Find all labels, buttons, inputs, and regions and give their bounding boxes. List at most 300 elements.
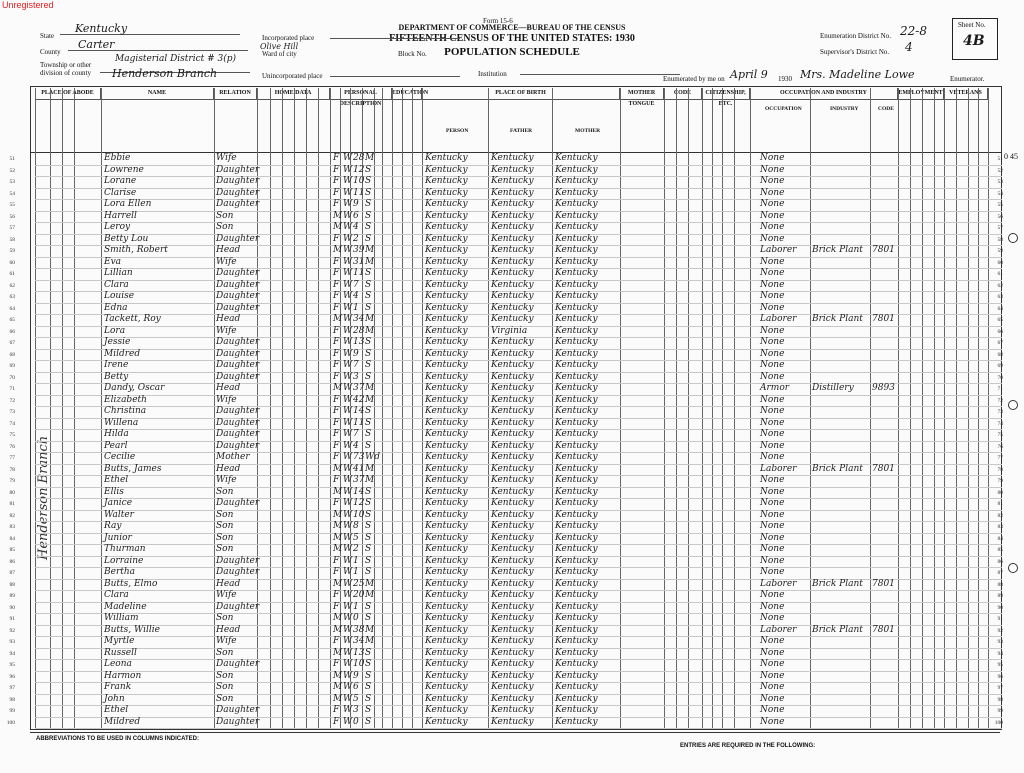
sex-cell: F xyxy=(333,337,340,347)
person-name-cell: Butts, James xyxy=(104,463,162,474)
age-cell: 13 xyxy=(353,647,365,658)
line-number: 53 xyxy=(9,179,15,185)
enumerator-label: Enumerator. xyxy=(950,75,985,83)
race-cell: W xyxy=(343,371,353,382)
line-number: 60 xyxy=(9,259,15,266)
department-title: DEPARTMENT OF COMMERCE—BUREAU OF THE CENSUS xyxy=(398,23,626,32)
line-number-right: 83 xyxy=(997,524,1003,530)
birthplace-cell: Kentucky xyxy=(425,176,468,186)
race-cell: W xyxy=(343,233,353,244)
marital-status-cell: S xyxy=(365,348,372,359)
sex-cell: F xyxy=(333,279,340,290)
mother-birthplace-cell: Kentucky xyxy=(555,705,598,715)
line-number-right: 71 xyxy=(997,386,1003,392)
age-cell: 5 xyxy=(353,532,359,543)
occupation-cell: None xyxy=(760,337,785,347)
sex-cell: F xyxy=(333,394,340,405)
birthplace-cell: Kentucky xyxy=(425,555,468,566)
line-number-right: 85 xyxy=(997,547,1003,553)
relation-cell: Son xyxy=(216,532,234,543)
enumerator-name: Mrs. Madeline Lowe xyxy=(800,68,915,81)
margin-number: 0 45 xyxy=(1004,152,1018,161)
father-birthplace-cell: Kentucky xyxy=(491,268,534,278)
line-number-right: 90 xyxy=(997,604,1003,611)
sex-cell: M xyxy=(333,578,343,589)
father-birthplace-cell: Kentucky xyxy=(491,233,534,244)
person-name-cell: Betty xyxy=(104,371,129,382)
person-name-cell: Harmon xyxy=(104,670,142,681)
race-cell: W xyxy=(343,245,353,255)
race-cell: W xyxy=(343,705,353,715)
marital-status-cell: Wd xyxy=(365,452,381,462)
birthplace-cell: Kentucky xyxy=(425,314,468,324)
sex-cell: F xyxy=(333,440,340,451)
line-number-right: 98 xyxy=(997,696,1003,703)
father-birthplace-cell: Kentucky xyxy=(491,578,534,589)
marital-status-cell: M xyxy=(365,636,375,646)
relation-cell: Wife xyxy=(216,636,237,646)
marital-status-cell: M xyxy=(365,624,375,635)
birthplace-cell: Kentucky xyxy=(425,636,468,646)
sex-cell: M xyxy=(333,486,343,497)
line-number: 91 xyxy=(9,616,15,622)
occupation-cell: None xyxy=(760,521,785,531)
occupation-cell: Armor xyxy=(760,383,790,393)
marital-status-cell: S xyxy=(365,544,372,554)
occupation-cell: None xyxy=(760,636,785,646)
marital-status-cell: M xyxy=(365,325,375,336)
age-cell: 1 xyxy=(353,601,359,612)
father-birthplace-cell: Kentucky xyxy=(491,659,534,669)
relation-cell: Daughter xyxy=(216,164,260,175)
marital-status-cell: S xyxy=(365,509,372,520)
mother-birthplace-cell: Kentucky xyxy=(555,521,598,531)
father-birthplace-cell: Kentucky xyxy=(491,360,534,370)
mother-birthplace-cell: Kentucky xyxy=(555,682,598,692)
group-code: CODE xyxy=(664,88,702,100)
relation-cell: Daughter xyxy=(216,302,260,313)
sex-cell: F xyxy=(333,590,340,600)
supervisor-label: Supervisor's District No. xyxy=(820,48,890,56)
mother-birthplace-cell: Kentucky xyxy=(555,567,598,577)
race-cell: W xyxy=(343,429,353,439)
marital-status-cell: S xyxy=(365,429,372,439)
line-number-right: 92 xyxy=(997,627,1003,634)
age-cell: 2 xyxy=(353,233,359,244)
relation-cell: Daughter xyxy=(216,498,260,508)
line-number: 94 xyxy=(9,650,15,657)
age-cell: 7 xyxy=(353,279,359,290)
sex-cell: M xyxy=(333,532,343,543)
race-cell: W xyxy=(343,682,353,692)
race-cell: W xyxy=(343,222,353,232)
race-cell: W xyxy=(343,337,353,347)
occupation-cell: Laborer xyxy=(760,624,797,635)
relation-cell: Head xyxy=(216,245,241,255)
occupation-code-cell: 9893 xyxy=(872,383,895,393)
father-birthplace-cell: Kentucky xyxy=(491,567,534,577)
relation-cell: Daughter xyxy=(216,555,260,566)
marital-status-cell: M xyxy=(365,314,375,324)
race-cell: W xyxy=(343,452,353,462)
line-number-right: 62 xyxy=(997,282,1003,289)
occupation-cell: None xyxy=(760,429,785,439)
line-number-right: 97 xyxy=(997,685,1003,691)
group-occupation-industry: OCCUPATION AND INDUSTRY xyxy=(750,88,898,100)
mother-birthplace-cell: Kentucky xyxy=(555,337,598,347)
line-number-right: 55 xyxy=(997,202,1003,208)
sex-cell: M xyxy=(333,647,343,658)
occupation-cell: None xyxy=(760,509,785,520)
age-cell: 1 xyxy=(353,567,359,577)
mother-birthplace-cell: Kentucky xyxy=(555,417,598,428)
occupation-code-cell: 7801 xyxy=(872,245,895,255)
line-number: 61 xyxy=(9,271,15,277)
age-cell: 28 xyxy=(353,153,365,163)
age-cell: 14 xyxy=(353,406,365,416)
age-cell: 3 xyxy=(353,371,359,382)
occupation-cell: None xyxy=(760,532,785,543)
race-cell: W xyxy=(343,693,353,704)
line-number: 59 xyxy=(9,248,15,254)
enum-district-label: Enumeration District No. xyxy=(820,32,891,40)
line-number: 75 xyxy=(9,432,15,438)
industry-cell: Brick Plant xyxy=(812,245,863,255)
line-number-right: 60 xyxy=(997,259,1003,266)
age-cell: 4 xyxy=(353,440,359,451)
sex-cell: F xyxy=(333,555,340,566)
sex-cell: M xyxy=(333,383,343,393)
father-birthplace-cell: Kentucky xyxy=(491,222,534,232)
mother-birthplace-cell: Kentucky xyxy=(555,153,598,163)
enumerated-year: 1930 xyxy=(778,75,792,83)
line-number-right: 75 xyxy=(997,432,1003,438)
father-birthplace-cell: Kentucky xyxy=(491,429,534,439)
marital-status-cell: S xyxy=(365,360,372,370)
father-birthplace-cell: Kentucky xyxy=(491,452,534,462)
line-number-right: 89 xyxy=(997,593,1003,599)
enumerated-label: Enumerated by me on xyxy=(663,75,725,83)
industry-cell: Brick Plant xyxy=(812,624,863,635)
line-number-right: 94 xyxy=(997,650,1003,657)
occupation-cell: None xyxy=(760,452,785,462)
occupation-cell: None xyxy=(760,187,785,198)
age-cell: 6 xyxy=(353,682,359,692)
birthplace-cell: Kentucky xyxy=(425,383,468,393)
age-cell: 39 xyxy=(353,245,365,255)
birthplace-cell: Kentucky xyxy=(425,716,468,727)
group-personal-description: PERSONAL DESCRIPTION xyxy=(330,88,392,100)
relation-cell: Wife xyxy=(216,475,237,485)
birthplace-cell: Kentucky xyxy=(425,693,468,704)
unincorporated-label: Unincorporated place xyxy=(262,72,323,80)
line-number-right: 99 xyxy=(997,708,1003,714)
birthplace-cell: Kentucky xyxy=(425,670,468,681)
birthplace-cell: Kentucky xyxy=(425,222,468,232)
line-number-right: 67 xyxy=(997,340,1003,346)
occupation-cell: None xyxy=(760,153,785,163)
binder-hole-middle xyxy=(1008,400,1018,410)
birthplace-cell: Kentucky xyxy=(425,475,468,485)
person-name-cell: Willena xyxy=(104,417,139,428)
sex-cell: M xyxy=(333,314,343,324)
birthplace-cell: Kentucky xyxy=(425,613,468,623)
race-cell: W xyxy=(343,394,353,405)
occupation-cell: None xyxy=(760,291,785,301)
race-cell: W xyxy=(343,383,353,393)
mother-birthplace-cell: Kentucky xyxy=(555,291,598,301)
occupation-cell: None xyxy=(760,199,785,209)
mother-birthplace-cell: Kentucky xyxy=(555,636,598,646)
occupation-cell: Laborer xyxy=(760,578,797,589)
sex-cell: M xyxy=(333,210,343,221)
mother-birthplace-cell: Kentucky xyxy=(555,394,598,405)
line-number-right: 82 xyxy=(997,512,1003,519)
birthplace-cell: Kentucky xyxy=(425,153,468,163)
township-label: Township or other division of county xyxy=(40,61,92,77)
marital-status-cell: S xyxy=(365,210,372,221)
age-cell: 5 xyxy=(353,693,359,704)
line-number-right: 68 xyxy=(997,351,1003,358)
sex-cell: F xyxy=(333,233,340,244)
sheet-value: 4B xyxy=(963,33,985,49)
relation-cell: Daughter xyxy=(216,337,260,347)
line-number: 90 xyxy=(9,604,15,611)
birthplace-cell: Kentucky xyxy=(425,348,468,359)
father-birthplace-cell: Kentucky xyxy=(491,371,534,382)
mother-birthplace-cell: Kentucky xyxy=(555,509,598,520)
relation-cell: Wife xyxy=(216,153,237,163)
occ-subhead-occupation: OCCUPATION xyxy=(765,106,802,112)
sex-cell: F xyxy=(333,325,340,336)
sex-cell: F xyxy=(333,176,340,186)
person-name-cell: Louise xyxy=(104,291,135,301)
sex-cell: F xyxy=(333,636,340,646)
mother-birthplace-cell: Kentucky xyxy=(555,302,598,313)
marital-status-cell: S xyxy=(365,532,372,543)
line-number: 82 xyxy=(9,512,15,519)
line-number: 68 xyxy=(9,351,15,358)
mother-birthplace-cell: Kentucky xyxy=(555,590,598,600)
age-cell: 20 xyxy=(353,590,365,600)
race-cell: W xyxy=(343,164,353,175)
marital-status-cell: S xyxy=(365,417,372,428)
occupation-cell: None xyxy=(760,210,785,221)
line-number-right: 63 xyxy=(997,294,1003,300)
age-cell: 34 xyxy=(353,636,365,646)
age-cell: 0 xyxy=(353,613,359,623)
line-number-right: 72 xyxy=(997,397,1003,404)
birthplace-cell: Kentucky xyxy=(425,302,468,313)
occupation-cell: None xyxy=(760,486,785,497)
birthplace-cell: Kentucky xyxy=(425,486,468,497)
age-cell: 34 xyxy=(353,314,365,324)
race-cell: W xyxy=(343,555,353,566)
mother-birthplace-cell: Kentucky xyxy=(555,440,598,451)
relation-cell: Head xyxy=(216,578,241,589)
line-number-right: 76 xyxy=(997,443,1003,450)
relation-cell: Daughter xyxy=(216,176,260,186)
enumerated-date: April 9 xyxy=(730,68,768,81)
sex-cell: M xyxy=(333,222,343,232)
age-cell: 9 xyxy=(353,199,359,209)
industry-cell: Distillery xyxy=(812,383,854,393)
father-birthplace-cell: Kentucky xyxy=(491,463,534,474)
occupation-code-cell: 7801 xyxy=(872,624,895,635)
marital-status-cell: M xyxy=(365,256,375,267)
mother-birthplace-cell: Kentucky xyxy=(555,716,598,727)
marital-status-cell: S xyxy=(365,440,372,451)
race-cell: W xyxy=(343,670,353,681)
age-cell: 38 xyxy=(353,624,365,635)
line-number: 72 xyxy=(9,397,15,404)
mother-birthplace-cell: Kentucky xyxy=(555,233,598,244)
race-cell: W xyxy=(343,521,353,531)
line-number: 80 xyxy=(9,489,15,496)
marital-status-cell: M xyxy=(365,153,375,163)
sex-cell: F xyxy=(333,498,340,508)
father-birthplace-cell: Kentucky xyxy=(491,279,534,290)
person-name-cell: William xyxy=(104,613,139,623)
sex-cell: F xyxy=(333,291,340,301)
occupation-cell: None xyxy=(760,222,785,232)
relation-cell: Wife xyxy=(216,394,237,405)
line-number: 100 xyxy=(6,719,15,726)
birthplace-cell: Kentucky xyxy=(425,647,468,658)
mother-birthplace-cell: Kentucky xyxy=(555,463,598,474)
entries-title: ENTRIES ARE REQUIRED IN THE FOLLOWING: xyxy=(680,743,816,749)
father-birthplace-cell: Kentucky xyxy=(491,314,534,324)
sex-cell: F xyxy=(333,164,340,175)
age-cell: 73 xyxy=(353,452,365,462)
sex-cell: F xyxy=(333,567,340,577)
relation-cell: Son xyxy=(216,682,234,692)
occupation-cell: None xyxy=(760,693,785,704)
age-cell: 0 xyxy=(353,716,359,727)
occupation-cell: None xyxy=(760,601,785,612)
birthplace-cell: Kentucky xyxy=(425,279,468,290)
line-number: 84 xyxy=(9,535,15,542)
relation-cell: Daughter xyxy=(216,199,260,209)
side-note: Henderson Branch xyxy=(36,435,51,560)
relation-cell: Daughter xyxy=(216,187,260,198)
mother-birthplace-cell: Kentucky xyxy=(555,256,598,267)
person-name-cell: Clara xyxy=(104,279,129,290)
occupation-cell: None xyxy=(760,705,785,715)
race-cell: W xyxy=(343,302,353,313)
block-label: Block No. xyxy=(398,50,427,58)
birth-subhead-person: PERSON xyxy=(446,128,469,134)
person-name-cell: Lorraine xyxy=(104,555,144,566)
schedule-title: POPULATION SCHEDULE xyxy=(444,46,580,58)
marital-status-cell: M xyxy=(365,475,375,485)
group-home-data: HOME DATA xyxy=(257,88,330,100)
race-cell: W xyxy=(343,325,353,336)
group-education: EDUCATION xyxy=(392,88,422,100)
mother-birthplace-cell: Kentucky xyxy=(555,325,598,336)
occupation-code-cell: 7801 xyxy=(872,463,895,474)
race-cell: W xyxy=(343,498,353,508)
line-number: 76 xyxy=(9,443,15,450)
age-cell: 3 xyxy=(353,705,359,715)
line-number-right: 81 xyxy=(997,501,1003,507)
supervisor-value: 4 xyxy=(905,40,913,54)
sex-cell: F xyxy=(333,268,340,278)
line-number-right: 51 xyxy=(997,156,1003,162)
mother-birthplace-cell: Kentucky xyxy=(555,555,598,566)
birthplace-cell: Kentucky xyxy=(425,544,468,554)
age-cell: 11 xyxy=(353,187,365,198)
person-name-cell: Junior xyxy=(104,532,132,543)
marital-status-cell: S xyxy=(365,567,372,577)
marital-status-cell: S xyxy=(365,164,372,175)
occupation-code-cell: 7801 xyxy=(872,578,895,589)
line-number-right: 74 xyxy=(997,420,1003,427)
township-value-2: Henderson Branch xyxy=(112,67,218,80)
person-name-cell: Frank xyxy=(104,682,132,692)
line-number-right: 58 xyxy=(997,236,1003,243)
occupation-cell: None xyxy=(760,498,785,508)
mother-birthplace-cell: Kentucky xyxy=(555,486,598,497)
relation-cell: Daughter xyxy=(216,567,260,577)
age-cell: 31 xyxy=(353,256,365,267)
father-birthplace-cell: Kentucky xyxy=(491,590,534,600)
sex-cell: M xyxy=(333,624,343,635)
marital-status-cell: S xyxy=(365,222,372,232)
race-cell: W xyxy=(343,532,353,543)
birthplace-cell: Kentucky xyxy=(425,705,468,715)
age-cell: 10 xyxy=(353,176,365,186)
race-cell: W xyxy=(343,360,353,370)
occupation-cell: None xyxy=(760,590,785,600)
relation-cell: Daughter xyxy=(216,417,260,428)
mother-birthplace-cell: Kentucky xyxy=(555,624,598,635)
marital-status-cell: S xyxy=(365,371,372,382)
occupation-cell: None xyxy=(760,394,785,405)
relation-cell: Daughter xyxy=(216,429,260,439)
father-birthplace-cell: Kentucky xyxy=(491,302,534,313)
mother-birthplace-cell: Kentucky xyxy=(555,187,598,198)
race-cell: W xyxy=(343,348,353,359)
relation-cell: Son xyxy=(216,521,234,531)
sex-cell: F xyxy=(333,256,340,267)
birthplace-cell: Kentucky xyxy=(425,268,468,278)
industry-cell: Brick Plant xyxy=(812,463,863,474)
mother-birthplace-cell: Kentucky xyxy=(555,578,598,589)
occupation-cell: Laborer xyxy=(760,245,797,255)
relation-cell: Son xyxy=(216,647,234,658)
birthplace-cell: Kentucky xyxy=(425,452,468,462)
occupation-cell: Laborer xyxy=(760,314,797,324)
line-number: 54 xyxy=(9,190,15,197)
birthplace-cell: Kentucky xyxy=(425,187,468,198)
institution-line xyxy=(520,64,680,75)
father-birthplace-cell: Kentucky xyxy=(491,624,534,635)
age-cell: 41 xyxy=(353,463,365,474)
birthplace-cell: Kentucky xyxy=(425,601,468,612)
line-number-right: 61 xyxy=(997,271,1003,277)
sex-cell: M xyxy=(333,682,343,692)
race-cell: W xyxy=(343,509,353,520)
relation-cell: Daughter xyxy=(216,705,260,715)
line-number: 93 xyxy=(9,639,15,645)
sex-cell: F xyxy=(333,360,340,370)
race-cell: W xyxy=(343,486,353,497)
race-cell: W xyxy=(343,268,353,278)
birthplace-cell: Kentucky xyxy=(425,463,468,474)
birthplace-cell: Kentucky xyxy=(425,199,468,209)
incorporated-line xyxy=(330,28,460,39)
